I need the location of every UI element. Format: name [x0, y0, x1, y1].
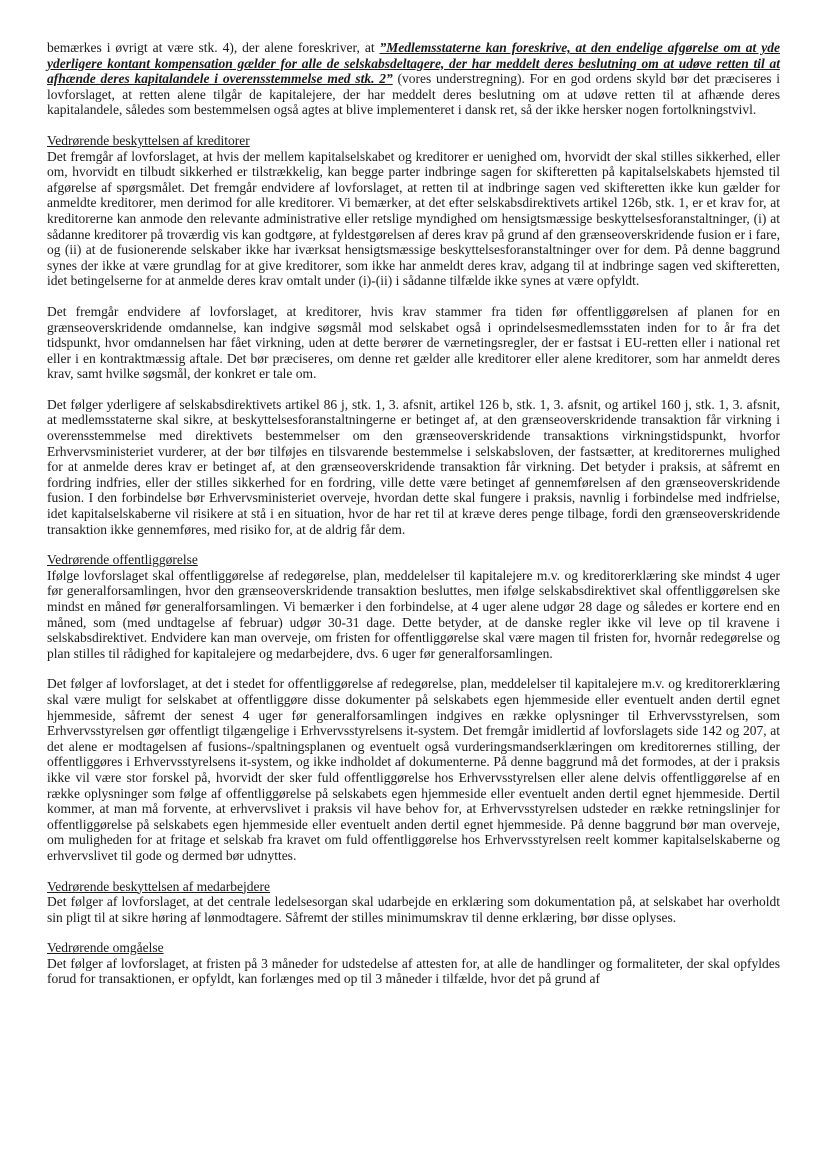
document-page: [47, 40, 780, 1002]
section-paragraph: Det følger af lovforslaget, at det i stedet for offentliggørelse af redegørelse, plan, meddelelser til kapitalejere m.v. og kreditorerklæring skal være muligt for selskabet at offentliggøre disse dokumenter på selskabets egen hjemmeside eller eventuelt anden dertil egnet hjemmeside, såfremt der senest 4 uger før generalforsamlingen indgives en række oplysninger til Erhvervsstyrelsen, som Erhvervsstyrelsen gør offentligt tilgængelige i Erhvervsstyrelsens it-system. Det fremgår imidlertid af lovforslagets side 142 og 207, at det alene er modtagelsen af fusions-/spaltningsplanen og eventuelt også vurderingsmandserklæringen om kreditorernes stilling, der offentliggøres i Erhvervsstyrelsens it-system, og ikke indholdet af dokumenterne. På denne baggrund må det formodes, at der i praksis ikke vil være stor forskel på, hvorvidt der sker fuld offentliggørelse hos Erhvervsstyrelsen eller alene delvis offentliggørelse af en række oplysninger som følge af offentliggørelse på selskabets egen hjemmeside eller eventuelt anden dertil egnet hjemmeside. Dertil kommer, at man må forvente, at erhvervslivet i praksis vil have behov for, at Erhvervsstyrelsen udsteder en række retningslinjer for offentliggørelse på selskabets egen hjemmeside eller eventuelt anden dertil egnet hjemmeside. På denne baggrund bør man overveje, om muligheden for at fritage et selskab fra kravet om fuld offentliggørelse hos Erhvervsstyrelsen reelt kommer kapitalselskaberne og erhvervslivet til gode og dermed bør udnyttes.: [47, 676, 780, 863]
section-publication: [47, 552, 780, 661]
section-paragraph: Det følger yderligere af selskabsdirektivets artikel 86 j, stk. 1, 3. afsnit, artikel 126 b, stk. 1, 3. afsnit, og artikel 160 j, stk. 1, 3. afsnit, at medlemsstaterne skal sikre, at beskyttelsesforanstaltningerne er betinget af, at den grænseoverskridende transaktion får virkning i overensstemmelse med direktivets bestemmelser om den grænseoverskridende transaktions virkningstidspunkt, hvorfor Erhvervsministeriet vurderer, at der bør tilføjes en tilsvarende bestemmelse i selskabsloven, der fastsætter, at kreditorernes mulighed for at anmelde deres krav er betinget af, at den grænseoverskridende transaktion får virkning. Det betyder i praksis, at såfremt en fordring indfries, eller der stilles sikkerhed for en fordring, ville dette være betinget af gennemførelsen af den grænseoverskridende fusion. I den forbindelse bør Erhvervsministeriet overveje, hvordan dette skal fungere i praksis, navnlig i forbindelse med indfrielse, idet kapitalselskaberne vil risikere at stå i en situation, hvor de har ret til at kræve deres penge tilbage, fordi den grænseoverskridende transaktion ikke gennemføres, med risiko for, at de aldrig får dem.: [47, 396, 780, 537]
section-paragraph: Ifølge lovforslaget skal offentliggørelse af redegørelse, plan, meddelelser til kapitalejere m.v. og kreditorerklæring ske mindst 4 uger før generalforsamlingen, hvor den grænseoverskridende transaktion besluttes, men ifølge selskabsdirektivet skal offentliggørelsen ske mindst en måned før generalforsamlingen. Vi bemærker i den forbindelse, at 4 uger alene udgør 28 dage og således er kortere end en måned, som (med undtagelse af februar) udgør 30-31 dage. Dette betyder, at de danske regler ikke vil leve op til kravene i selskabsdirektivet. Endvidere kan man overveje, om fristen for offentliggørelse skal være magen til fristen for, hvornår redegørelse og plan stilles til rådighed for kapitalejere og medarbejdere, dvs. 6 uger før generalforsamlingen.: [47, 567, 780, 661]
section-heading: Vedrørende beskyttelsen af kreditorer: [47, 132, 250, 148]
section-paragraph: Det fremgår endvidere af lovforslaget, at kreditorer, hvis krav stammer fra tiden før offentliggørelsen af planen for en grænseoverskridende omdannelse, kan indgive søgsmål mod selskabet også i oprindelsesmedlemsstaten inden for to år fra det tidspunkt, hvor omdannelsen har fået virkning, uden at dette berører de værnetingsregler, der er fastsat i EU-retten eller i national ret eller i en kontraktmæssig aftale. Det bør præciseres, om denne ret gælder alle kreditorer eller alene kreditorer, som har anmeldt deres krav, samt hvilke søgsmål, der konkret er tale om.: [47, 303, 780, 382]
intro-quote: ”Medlemsstaterne kan foreskrive, at den endelige afgørelse om at yde yderligere kontant kompensation gælder for alle de selskabsdeltagere, der har meddelt deres beslutning om at udøve retten til at afhænde deres kapitalandele i overensstemmelse med stk. 2”: [47, 40, 780, 87]
section-heading: Vedrørende beskyttelsen af medarbejdere: [47, 878, 271, 894]
section-employees: [47, 879, 780, 926]
section-heading: Vedrørende omgåelse: [47, 940, 164, 956]
section-paragraph: Det følger af lovforslaget, at fristen på 3 måneder for udstedelse af attesten for, at alle de handlinger og formaliteter, der skal opfyldes forud for transaktionen, er opfyldt, kan forlænges med op til 3 måneder i tilfælde, hvor det på grund af: [47, 955, 780, 987]
intro-paragraph: [47, 40, 780, 118]
section-paragraph: Det fremgår af lovforslaget, at hvis der mellem kapitalselskabet og kreditorer er uenighed om, hvorvidt der skal stilles sikkerhed, eller om, hvorvidt en tilbudt sikkerhed er tilstrækkelig, kan begge parter indbringe sagen for skifteretten på kapitalselskabets hjemsted til afgørelse af spørgsmålet. Det fremgår endvidere af lovforslaget, at retten til at indbringe sagen ved skifteretten ikke kun gælder for anmeldte kreditorer, men derimod for alle kreditorer. Vi bemærker, at det efter selskabsdirektivets artikel 126b, stk. 1, er et krav for, at kreditorerne kan anmode den relevante administrative eller retslige myndighed om hensigtsmæssige beskyttelsesforanstaltninger, (i) at sådanne kreditorer på troværdig vis kan godtgøre, at fyldestgørelsen af deres krav på grund af den grænseoverskridende fusion er i fare, og (ii) at de fusionerende selskaber ikke har iværksat hensigtsmæssige beskyttelsesforanstaltninger over for dem. På denne baggrund synes der ikke at være grundlag for at give kreditorer, som ikke har anmeldt deres krav, adgang til at indbringe sagen ved skifteretten, idet betingelserne for at anmelde deres krav omtalt under (i)-(ii) i sådanne tilfælde ikke synes at være opfyldt.: [47, 148, 780, 289]
section-heading: Vedrørende offentliggørelse: [47, 552, 198, 568]
section-circumvention: [47, 940, 780, 987]
section-paragraph: Det følger af lovforslaget, at det centrale ledelsesorgan skal udarbejde en erklæring som dokumentation på, at selskabet har overholdt sin pligt til at sikre høring af lønmodtagere. Såfremt der stilles minimumskrav til denne erklæring, bør disse oplyses.: [47, 894, 780, 925]
intro-text-after: (vores understregning). For en god ordens skyld bør det præciseres i lovforslaget, at retten alene tilgår de kapitalejere, der har meddelt deres beslutning om at udøve retten til at afhænde deres kapitalandele, således som bestemmelsen også agtes at blive implementeret i dansk ret, så der ikke hersker nogen fortolkningstvivl.: [47, 71, 780, 118]
section-creditors: [47, 133, 780, 289]
intro-text-before: bemærkes i øvrigt at være stk. 4), der alene foreskriver, at: [47, 40, 380, 55]
